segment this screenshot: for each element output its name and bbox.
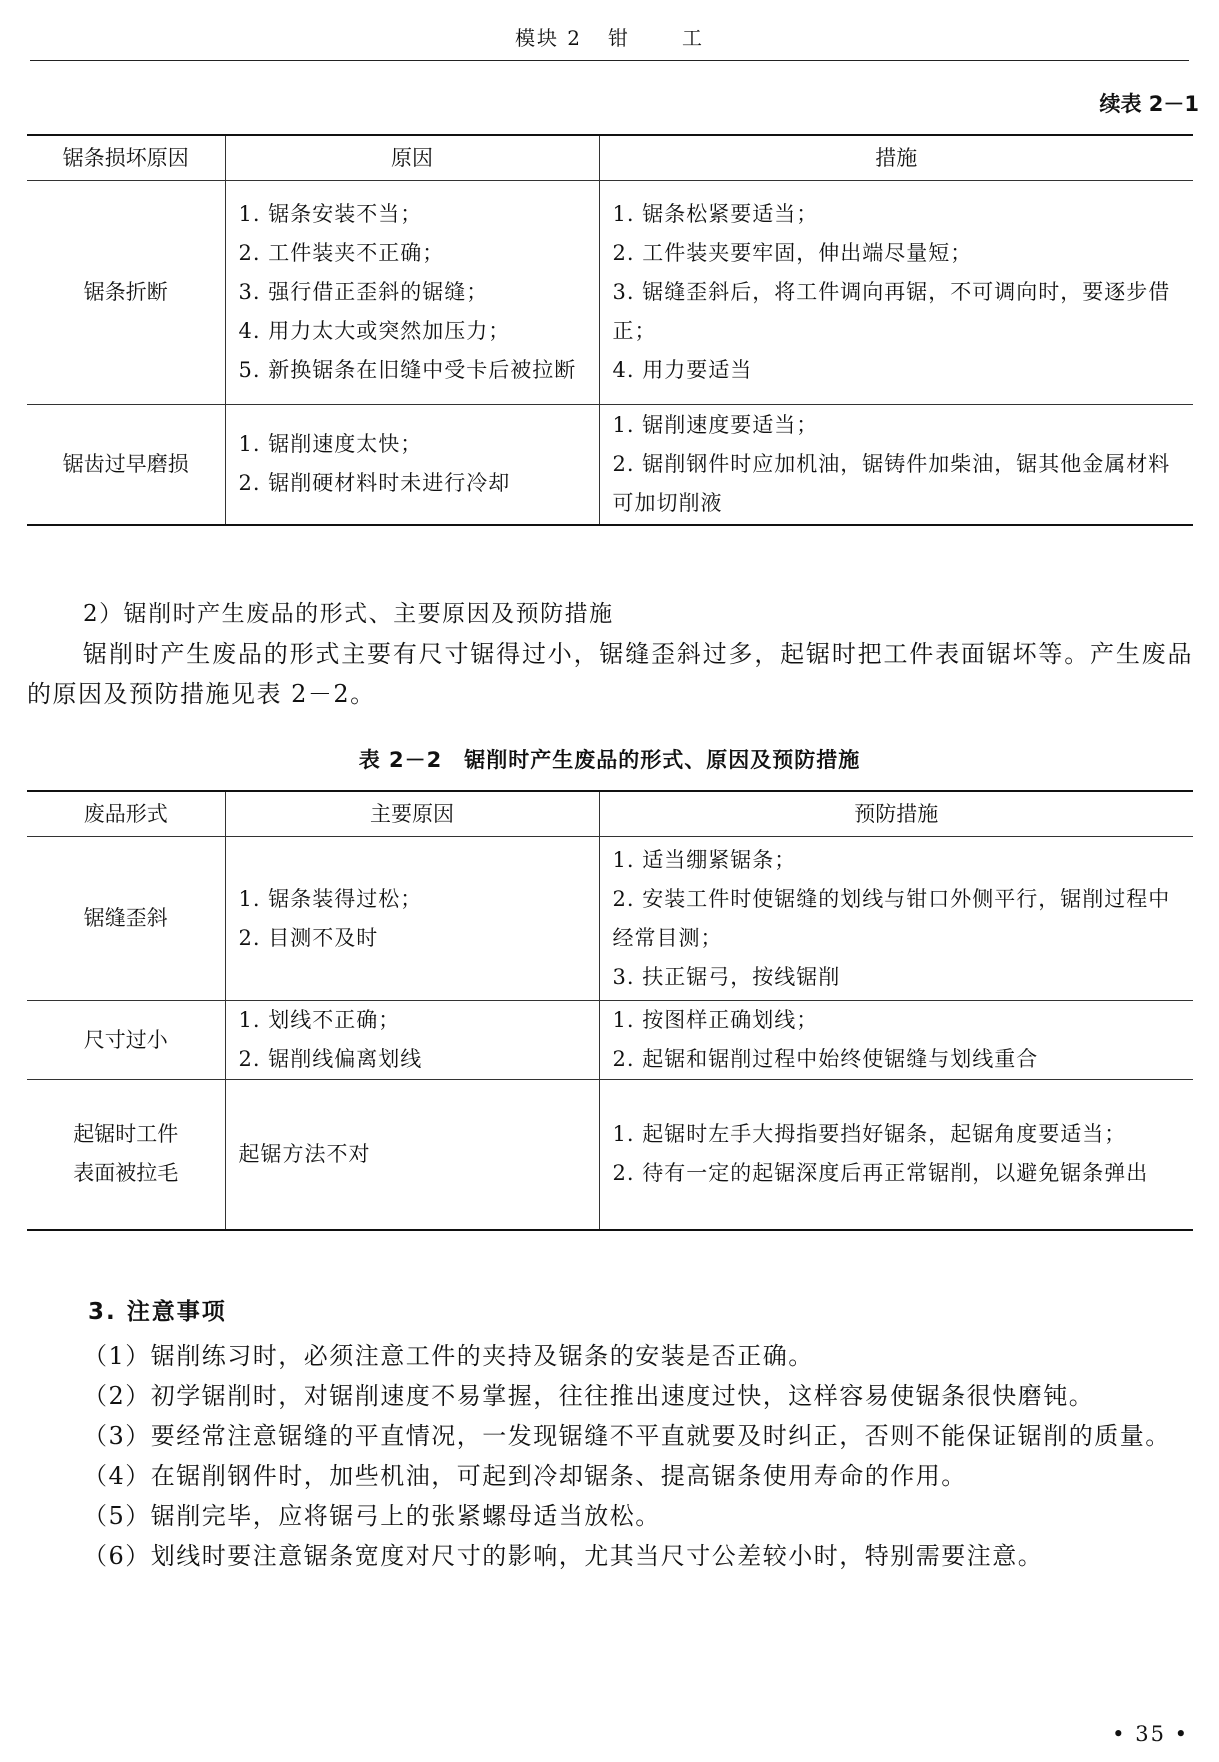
cause-item: 5. 新换锯条在旧缝中受卡后被拉断: [238, 358, 577, 382]
cause-list: [225, 1080, 599, 1230]
subsection-heading: 2）锯削时产生废品的形式、主要原因及预防措施: [83, 601, 614, 627]
table-row: [27, 1001, 1193, 1080]
table-row: [27, 837, 1193, 1001]
measure-item: 1. 起锯时左手大拇指要挡好锯条，起锯角度要适当；: [612, 1122, 1127, 1147]
cause-item: 4. 用力太大或突然加压力；: [238, 319, 511, 343]
measure-item: 1. 适当绷紧锯条；: [612, 847, 797, 872]
measure-item: 1. 锯条松紧要适当；: [612, 202, 819, 226]
module-label: 模块 2: [514, 26, 583, 50]
measure-item: 2. 待有一定的起锯深度后再正常锯削，以避免锯条弹出: [612, 1161, 1149, 1186]
measure-list: [599, 405, 1193, 525]
table-row: [27, 405, 1193, 525]
row-label: [27, 1080, 225, 1230]
saw-blade-damage-table: [27, 134, 1193, 526]
cause-list: [225, 837, 599, 1001]
running-header: [30, 22, 1189, 61]
measure-item: 2. 锯削钢件时应加机油，锯铸件加柴油，锯其他金属材料可加切削液: [612, 451, 1171, 515]
cause-item: 3. 强行借正歪斜的锯缝；: [238, 280, 489, 304]
row-label: 锯条折断: [27, 181, 225, 405]
cause-item: 2. 目测不及时: [238, 925, 379, 950]
column-header: 预防措施: [599, 791, 1193, 837]
column-header: 措施: [599, 135, 1193, 181]
table-header-row: [27, 791, 1193, 837]
paragraph: 锯削时产生废品的形式主要有尺寸锯得过小，锯缝歪斜过多，起锯时把工件表面锯坏等。产生废品的原因及预防措施见表 2－2。: [27, 640, 1193, 708]
row-label-line: 表面被拉毛: [73, 1161, 179, 1186]
cause-item: 1. 锯条装得过松；: [238, 886, 423, 911]
measure-item: 2. 起锯和锯削过程中始终使锯缝与划线重合: [612, 1047, 1039, 1071]
cause-list: [225, 1001, 599, 1080]
note-item: （1）锯削练习时，必须注意工件的夹持及锯条的安装是否正确。: [83, 1342, 814, 1370]
note-item: （2）初学锯削时，对锯削速度不易掌握，往往推出速度过快，这样容易使锯条很快磨钝。: [83, 1382, 1095, 1410]
row-label: 尺寸过小: [27, 1001, 225, 1080]
table-row: [27, 1080, 1193, 1230]
table-continued-label: 续表 2－1: [1099, 92, 1199, 116]
page-number: • 35 •: [1112, 1722, 1189, 1746]
note-item: （3）要经常注意锯缝的平直情况，一发现锯缝不平直就要及时纠正，否则不能保证锯削的质量。: [83, 1422, 1171, 1450]
measure-item: 3. 锯缝歪斜后，将工件调向再锯，不可调向时，要逐步借正；: [612, 280, 1171, 343]
sawing-defects-table: [27, 790, 1193, 1231]
column-header: 锯条损坏原因: [27, 135, 225, 181]
column-header: 主要原因: [225, 791, 599, 837]
row-label-line: 起锯时工件: [73, 1122, 179, 1147]
measure-list: [599, 1001, 1193, 1080]
cause-item: 1. 锯削速度太快；: [238, 432, 423, 457]
measure-list: [599, 1080, 1193, 1230]
cause-item: 2. 锯削线偏离划线: [238, 1047, 423, 1071]
cause-item: 1. 锯条安装不当；: [238, 202, 423, 226]
table-caption: 表 2－2 锯削时产生废品的形式、原因及预防措施: [358, 748, 861, 772]
measure-list: [599, 181, 1193, 405]
module-title-a: 钳: [608, 26, 631, 50]
measure-item: 4. 用力要适当: [612, 358, 753, 382]
measure-list: [599, 837, 1193, 1001]
notes-list: [27, 1336, 1193, 1576]
column-header: 废品形式: [27, 791, 225, 837]
note-item: （6）划线时要注意锯条宽度对尺寸的影响，尤其当尺寸公差较小时，特别需要注意。: [83, 1542, 1044, 1570]
cause-item: 2. 锯削硬材料时未进行冷却: [238, 471, 511, 496]
row-label: 锯缝歪斜: [27, 837, 225, 1001]
note-item: （4）在锯削钢件时，加些机油，可起到冷却锯条、提高锯条使用寿命的作用。: [83, 1462, 967, 1490]
module-title-b: 工: [682, 26, 705, 50]
cause-item: 1. 划线不正确；: [238, 1008, 401, 1032]
cause-item: 起锯方法不对: [238, 1141, 371, 1166]
cause-list: [225, 181, 599, 405]
measure-item: 3. 扶正锯弓，按线锯削: [612, 964, 841, 989]
measure-item: 1. 锯削速度要适当；: [612, 412, 819, 437]
section-heading: 3. 注意事项: [88, 1299, 227, 1325]
table-row: [27, 181, 1193, 405]
cause-list: [225, 405, 599, 525]
column-header: 原因: [225, 135, 599, 181]
note-item: （5）锯削完毕，应将锯弓上的张紧螺母适当放松。: [83, 1502, 661, 1530]
body-text: [27, 594, 1193, 714]
measure-item: 1. 按图样正确划线；: [612, 1008, 819, 1032]
table-header-row: [27, 135, 1193, 181]
cause-item: 2. 工件装夹不正确；: [238, 241, 445, 265]
measure-item: 2. 安装工件时使锯缝的划线与钳口外侧平行，锯削过程中经常目测；: [612, 886, 1171, 950]
row-label: 锯齿过早磨损: [27, 405, 225, 525]
measure-item: 2. 工件装夹要牢固，伸出端尽量短；: [612, 241, 973, 265]
